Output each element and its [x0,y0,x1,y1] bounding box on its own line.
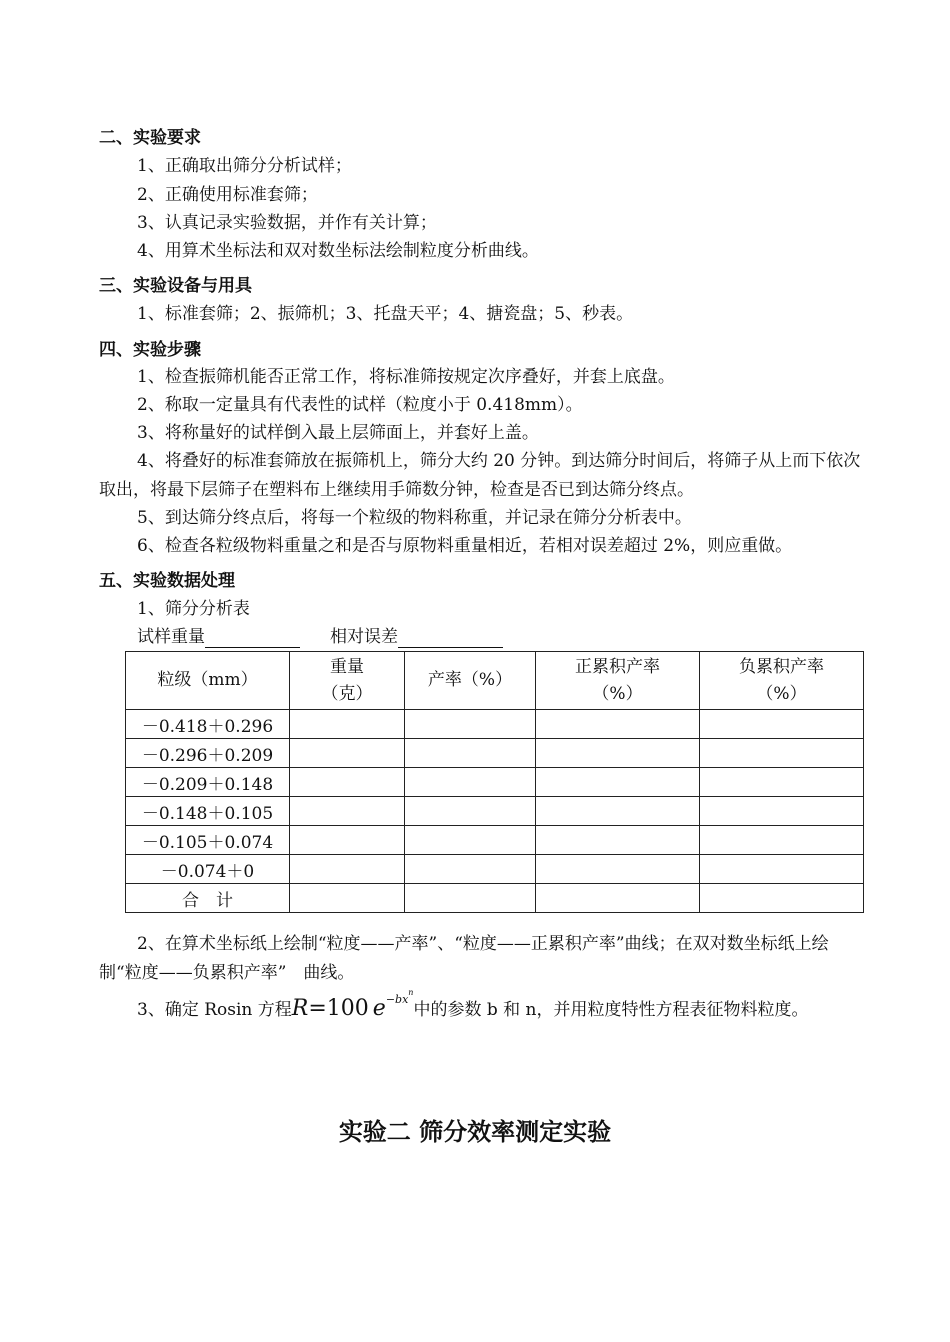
table-row [126,855,864,884]
table-row [126,739,864,768]
list-item: 1、检查振筛机能否正常工作，将标准筛按规定次序叠好，并套上底盘。 [137,367,675,387]
section-heading: 三、实验设备与用具 [99,276,252,296]
section-heading: 二、实验要求 [99,128,201,148]
section-heading: 四、实验步骤 [99,340,201,360]
table-row [126,826,864,855]
column-header: 正累积产率 （%） [536,652,700,710]
list-item: 2、称取一定量具有代表性的试样（粒度小于 0.418mm）。 [137,395,583,415]
size-class-cell: －0.105＋0.074 [126,826,290,855]
sieve-analysis-table [125,651,864,913]
table-row [126,768,864,797]
sample-weight-label: 试样重量 [137,627,205,647]
experiment-title: 实验二 筛分效率测定实验 [338,1118,612,1146]
size-class-cell: －0.418＋0.296 [126,710,290,739]
table-title: 1、筛分分析表 [137,599,250,619]
sample-weight-blank [205,629,300,648]
table-header-row [126,652,864,710]
paragraph: 2、在算术坐标纸上绘制“粒度——产率”、“粒度——正累积产率”曲线；在双对数坐标纸上绘制“粒度——负累积产率” 曲线。 [99,934,829,983]
relative-error-blank [398,629,503,648]
table-total-row [126,884,864,913]
sample-info-line [137,626,503,648]
column-header: 重量 （克） [290,652,405,710]
rosin-formula: R=100 $e^{-bx^n}$ [291,988,414,1021]
section-heading: 五、实验数据处理 [99,571,235,591]
column-header: 负累积产率 （%） [700,652,864,710]
list-item: 1、标准套筛；2、振筛机；3、托盘天平；4、搪瓷盘；5、秒表。 [137,304,634,324]
relative-error-label: 相对误差 [330,627,398,647]
paragraph: 4、将叠好的标准套筛放在振筛机上，筛分大约 20 分钟。到达筛分时间后，将筛子从上而下依次取出，将最下层筛子在塑料布上继续用手筛数分钟，检查是否已到达筛分终点。 [99,451,861,500]
list-item: 4、用算术坐标法和双对数坐标法绘制粒度分析曲线。 [137,241,539,261]
column-header: 粒级（mm） [126,652,290,710]
size-class-cell: －0.074＋0 [126,855,290,884]
table-row [126,797,864,826]
rosin-equation-line: 3、确定 Rosin 方程R=100 $e^{-bx^n}$中的参数 b 和 n，并用粒度特性方程表征物料粒度。 [137,988,809,1021]
list-item: 1、正确取出筛分分析试样； [137,156,352,176]
size-class-cell: －0.296＋0.209 [126,739,290,768]
size-class-cell: －0.209＋0.148 [126,768,290,797]
list-item: 6、检查各粒级物料重量之和是否与原物料重量相近，若相对误差超过 2%，则应重做。 [137,536,793,556]
list-item: 3、认真记录实验数据，并作有关计算； [137,213,437,233]
size-class-cell: －0.148＋0.105 [126,797,290,826]
column-header: 产率（%） [405,652,536,710]
list-item: 5、到达筛分终点后，将每一个粒级的物料称重，并记录在筛分分析表中。 [137,508,692,528]
list-item: 2、正确使用标准套筛； [137,185,318,205]
list-item: 3、将称量好的试样倒入最上层筛面上，并套好上盖。 [137,423,539,443]
total-cell: 合 计 [126,884,290,913]
table-row [126,710,864,739]
